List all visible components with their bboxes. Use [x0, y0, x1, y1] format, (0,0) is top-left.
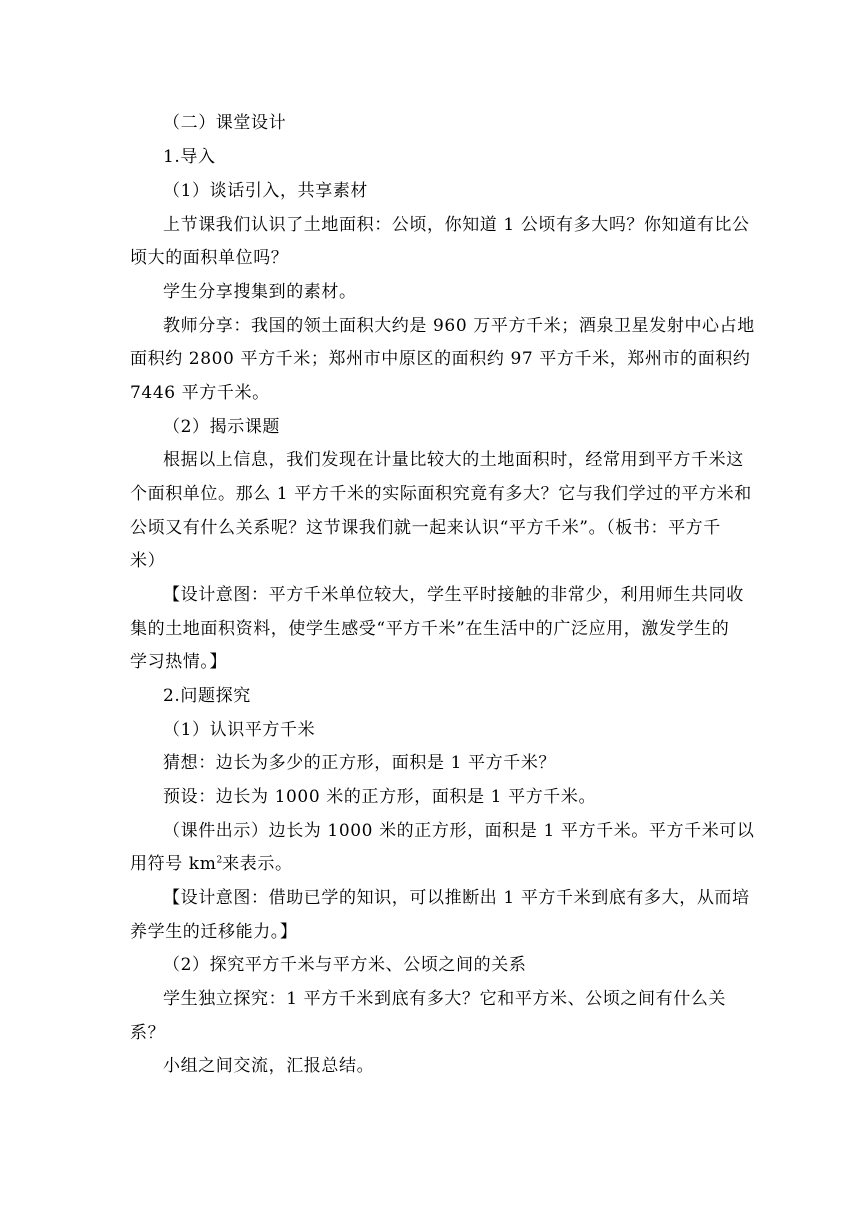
sub1-heading: （1）谈话引入，共享素材	[163, 181, 369, 201]
paragraph-line: 教师分享：我国的领土面积大约是 960 万平方千米；酒泉卫星发射中心占地	[163, 316, 755, 336]
paragraph-line-with-unit	[130, 854, 293, 874]
design-intent-line: 【设计意图：借助已学的知识，可以推断出 1 平方千米到底有多大，从而培	[163, 888, 750, 908]
paragraph-line: 学生分享搜集到的素材。	[163, 282, 357, 302]
paragraph-line: 预设：边长为 1000 米的正方形，面积是 1 平方千米。	[163, 787, 597, 807]
sub2-heading: （2）揭示课题	[163, 417, 281, 437]
paragraph-line: 顷大的面积单位吗？	[130, 248, 289, 268]
paragraph-line: 上节课我们认识了土地面积：公顷，你知道 1 公顷有多大吗？你知道有比公	[163, 215, 750, 235]
unit-text-before: 用符号 km	[130, 854, 217, 874]
part2-heading: 2.问题探究	[163, 686, 251, 706]
paragraph-line: 学生独立探究：1 平方千米到底有多大？它和平方米、公顷之间有什么关	[163, 989, 727, 1009]
unit-superscript: 2	[216, 855, 223, 866]
paragraph-line: 米）	[130, 551, 166, 571]
paragraph-line: 面积约 2800 平方千米；郑州市中原区的面积约 97 平方千米，郑州市的面积约	[130, 349, 751, 369]
unit-text-after: 来表示。	[222, 854, 293, 874]
section-heading: （二）课堂设计	[163, 113, 287, 133]
sub4-heading: （2）探究平方千米与平方米、公顷之间的关系	[163, 955, 527, 975]
design-intent-line: 集的土地面积资料，使学生感受“平方千米”在生活中的广泛应用，激发学生的	[130, 619, 730, 639]
design-intent-line: 【设计意图：平方千米单位较大，学生平时接触的非常少，利用师生共同收	[163, 585, 744, 605]
paragraph-line: 根据以上信息，我们发现在计量比较大的土地面积时，经常用到平方千米这	[163, 450, 744, 470]
paragraph-line: 系？	[130, 1023, 166, 1043]
part1-heading: 1.导入	[163, 147, 216, 167]
design-intent-line: 养学生的迁移能力。】	[130, 922, 298, 942]
paragraph-line: 猜想：边长为多少的正方形，面积是 1 平方千米？	[163, 753, 557, 773]
paragraph-line: 7446 平方千米。	[130, 383, 270, 403]
paragraph-line: 公顷又有什么关系呢？这节课我们就一起来认识“平方千米”。（板书：平方千	[130, 518, 721, 538]
paragraph-line: （课件出示）边长为 1000 米的正方形，面积是 1 平方千米。平方千米可以	[163, 821, 755, 841]
paragraph-line: 小组之间交流，汇报总结。	[163, 1056, 375, 1076]
sub3-heading: （1）认识平方千米	[163, 720, 316, 740]
paragraph-line: 个面积单位。那么 1 平方千米的实际面积究竟有多大？它与我们学过的平方米和	[130, 484, 752, 504]
design-intent-line: 学习热情。】	[130, 652, 228, 672]
